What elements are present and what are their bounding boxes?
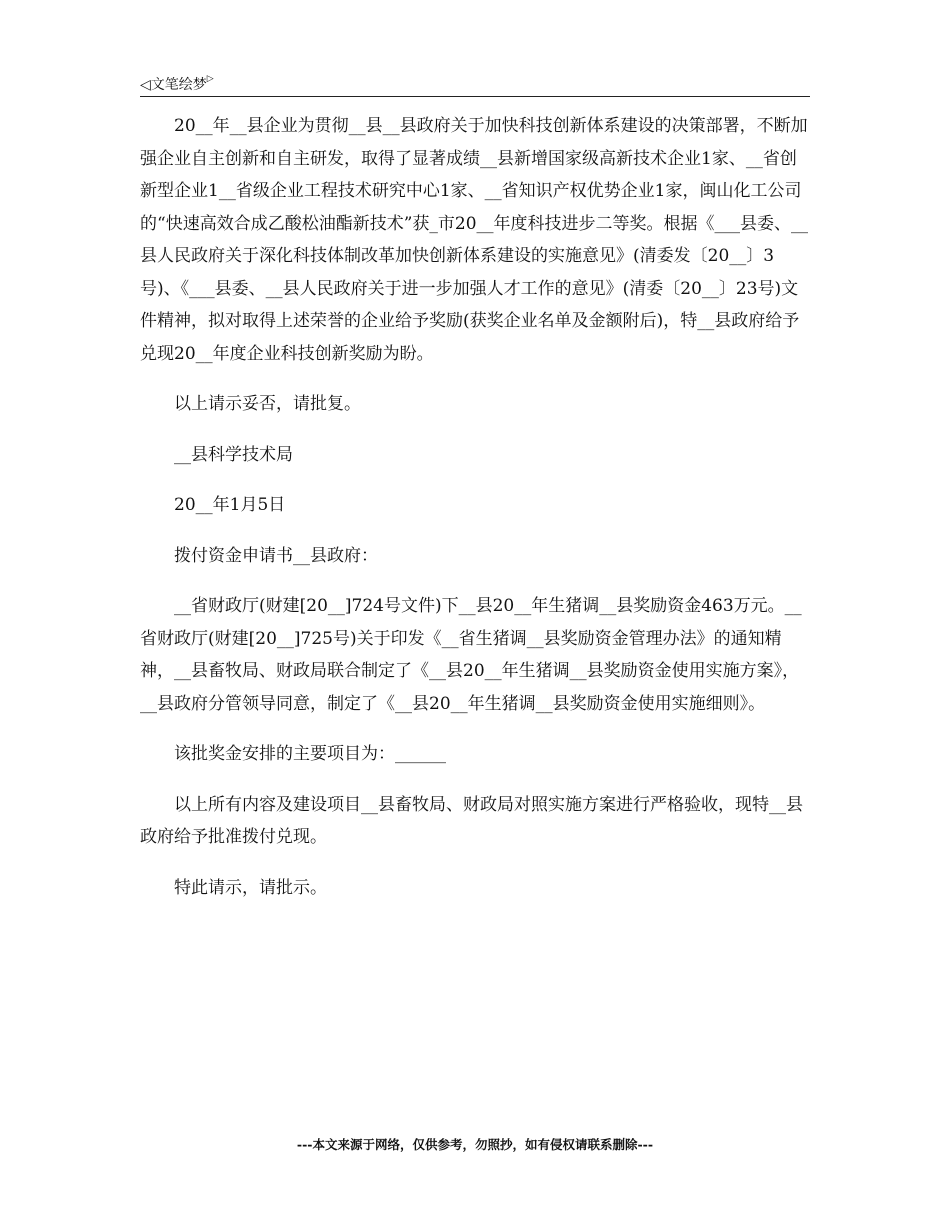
paragraph-closing: 特此请示，请批示。: [174, 877, 327, 898]
header-brand: [140, 74, 214, 94]
paragraph-intro: 20__年__县企业为贯彻__县__县政府关于加快科技创新体系建设的决策部署，不断加强企业自主创新和自主研发，取得了显著成绩__县新增国家级高新技术企业1家、__省创新型企业1__省级企业工程技术研究中心1家、__省知识产权优势企业1家，闽山化工公司的“快速高效合成乙酸松油酯新技术”获_市20__年度科技进步二等奖。根据《___县委、__县人民政府关于深化科技体制改革加快创新体系建设的实施意见》(清委发〔20__〕3号)、《___县委、__县人民政府关于进一步加强人才工作的意见》(清委〔20__〕23号)文件精神，拟对取得上述荣誉的企业给予奖励(获奖企业名单及金额附后)，特__县政府给予兑现20__年度企业科技创新奖励为盼。: [140, 116, 809, 364]
left-triangle-icon: ◁: [140, 77, 151, 93]
signature-organization: __县科学技术局: [174, 444, 293, 465]
section-heading: 拨付资金申请书__县政府：: [174, 545, 378, 566]
page-footer-disclaimer: ---本文来源于网络，仅供参考，勿照抄，如有侵权请联系删除---: [296, 1137, 654, 1152]
paragraph-request: 以上请示妥否，请批复。: [174, 394, 361, 414]
header-title: 文笔绘梦: [150, 77, 207, 93]
paragraph-funding: __省财政厅(财建[20__]724号文件)下__县20__年生猪调__县奖励资金463万元。__省财政厅(财建[20__]725号)关于印发《__省生猪调__县奖励资金管理办法》的通知精神，__县畜牧局、财政局联合制定了《__县20__年生猪调__县奖励资金使用实施方案》，__县政府分管领导同意，制定了《__县20__年生猪调__县奖励资金使用实施细则》。: [140, 596, 802, 714]
paragraph-projects: 该批奖金安排的主要项目为：______: [174, 744, 446, 764]
signature-date: 20__年1月5日: [174, 495, 286, 515]
document-body: [140, 110, 812, 904]
page-header: [140, 72, 810, 97]
paragraph-acceptance: 以上所有内容及建设项目__县畜牧局、财政局对照实施方案进行严格验收，现特__县政府给予批准拨付兑现。: [140, 794, 803, 847]
right-triangle-icon: ▷: [206, 74, 214, 84]
